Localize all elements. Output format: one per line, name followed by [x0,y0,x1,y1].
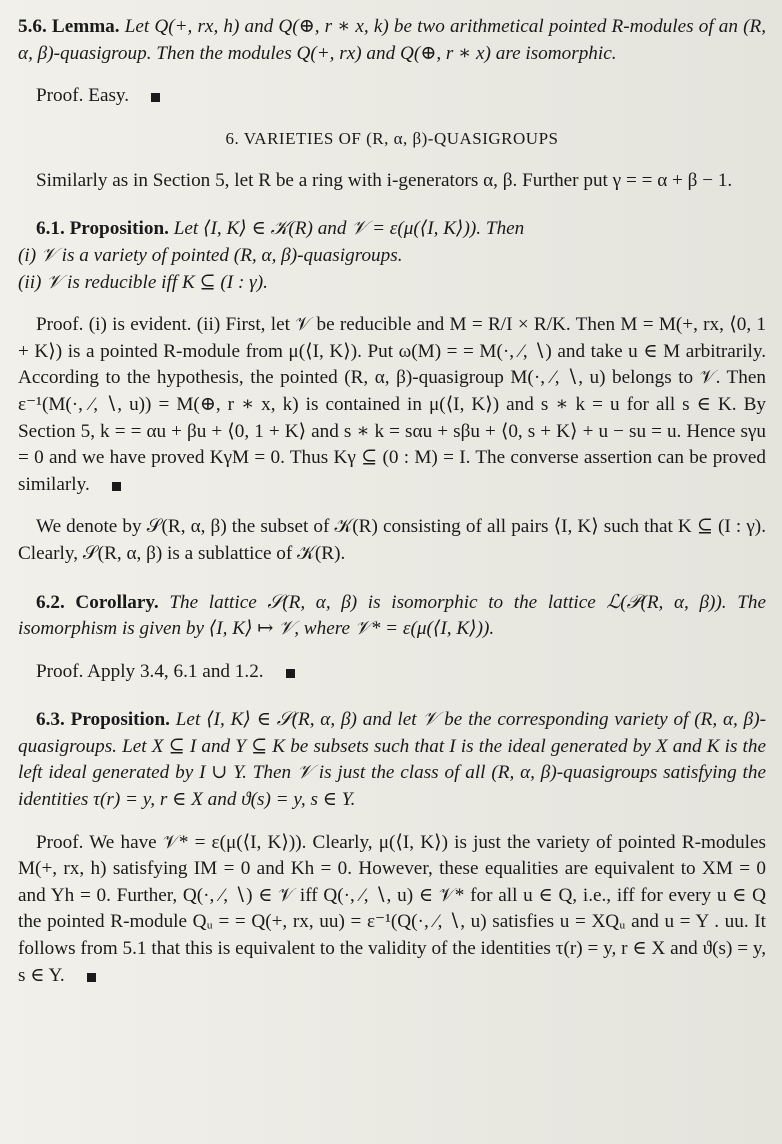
qed-square-icon [87,973,96,982]
definition-paragraph: We denote by 𝒮(R, α, β) the subset of 𝒦(R) consisting of all pairs ⟨I, K⟩ such that K ⊆ (I : γ). Clearly, 𝒮(R, α, β) is a sublattice of 𝒦(R). [18,516,766,564]
qed-square-icon [151,93,160,102]
proposition-item-ii: (ii) 𝒱 is reducible iff K ⊆ (I : γ). [18,271,268,293]
proposition-item-i: (i) 𝒱 is a variety of pointed (R, α, β)-quasigroups. [18,244,403,266]
lemma-proof [18,83,766,110]
corollary-proof [18,659,766,686]
proposition-statement: Let ⟨I, K⟩ ∈ 𝒮(R, α, β) and let 𝒱 be the corresponding variety of (R, α, β)-quasigroups. Let X ⊆ I and Y ⊆ K be subsets such that I is the ideal generated by X and K is the left ideal generated by I ∪ Y. Then 𝒱 is just the class of all (R, α, β)-quasigroups satisfying the identities τ(r) = y, r ∈ X and ϑ(s) = y, s ∈ Y. [18,709,766,811]
qed-square-icon [286,669,295,678]
lemma-5-6 [18,14,766,67]
lemma-label: 5.6. Lemma. [18,16,120,37]
lemma-proof-text: Proof. Easy. [36,85,130,107]
corollary-6-2 [18,590,766,643]
corollary-label: 6.2. Corollary. [36,591,159,613]
proposition-6-1-proof [18,312,766,498]
proposition-statement: Let ⟨I, K⟩ ∈ 𝒦(R) and 𝒱 = ε(μ(⟨I, K⟩)). Then [173,218,525,240]
proof-text: Proof. (i) is evident. (ii) First, let 𝒱 be reducible and M = R/I × R/K. Then M = M(+, rx, ⟨0, 1 + K⟩) is a pointed R-module from μ(⟨I, K⟩). Put ω(M) = = M(·, ⁄, ∖) and take u ∈ M arbitrarily. According to the hypothesis, the pointed (R, α, β)-quasigroup M(·, ⁄, ∖, u) belongs to 𝒱. Then ε⁻¹(M(·, ⁄, ∖, u)) = M(⊕, r ∗ x, k) is contained in μ(⟨I, K⟩) and s ∗ k = u for all s ∈ K. By Section 5, k = = αu + βu + ⟨0, 1 + K⟩ and s ∗ k = sαu + sβu + ⟨0, s + K⟩ + u − su = u. Hence sγu = 0 and we have proved KγM = 0. Thus Kγ ⊆ (0 : M) = I. The converse assertion can be proved similarly. [18,314,766,495]
corollary-statement: The lattice 𝒮(R, α, β) is isomorphic to the lattice ℒ(𝒫(R, α, β)). The isomorphism is given by ⟨I, K⟩ ↦ 𝒱, where 𝒱* = ε(μ(⟨I, K⟩)). [18,591,767,640]
proposition-label: 6.3. Proposition. [36,709,170,731]
qed-square-icon [112,482,121,491]
section-title: 6. VARIETIES OF (R, α, β)-QUASIGROUPS [225,128,559,148]
section-intro: Similarly as in Section 5, let R be a ring with i-generators α, β. Further put γ = = α + β − 1. [36,169,733,191]
lemma-statement: Let Q(+, rx, h) and Q(⊕, r ∗ x, k) be two arithmetical pointed R-modules of an (R, α, β)-quasigroup. Then the modules Q(+, rx) and Q(⊕, r ∗ x) are isomorphic. [18,16,766,64]
proposition-6-1 [18,216,766,243]
proposition-6-3 [18,707,766,813]
corollary-proof-text: Proof. Apply 3.4, 6.1 and 1.2. [36,660,264,682]
proposition-6-3-proof [18,830,766,990]
proposition-label: 6.1. Proposition. [36,218,169,240]
proof-text: Proof. We have 𝒱* = ε(μ(⟨I, K⟩)). Clearly, μ(⟨I, K⟩) is just the variety of pointed R-modules M(+, rx, h) satisfying IM = 0 and Kh = 0. However, these equalities are equivalent to XM = 0 and Yh = 0. Further, Q(·, ⁄, ∖) ∈ 𝒱 iff Q(·, ⁄, ∖, u) ∈ 𝒱* for all u ∈ Q, i.e., iff for every u ∈ Q the pointed R-module Qᵤ = = Q(+, rx, uu) = ε⁻¹(Q(·, ⁄, ∖, u) satisfies u = XQᵤ and u = Y . uu. It follows from 5.1 that this is equivalent to the validity of the identities τ(r) = y, r ∈ X and ϑ(s) = y, s ∈ Y. [18,831,766,986]
